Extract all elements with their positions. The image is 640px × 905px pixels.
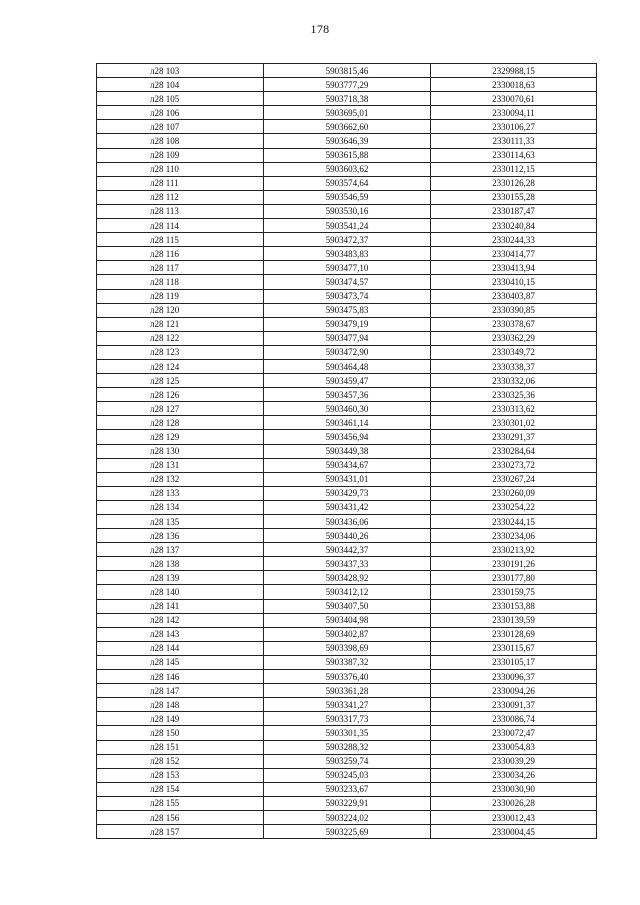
y-coordinate-cell: 2330128,69	[431, 627, 597, 641]
y-coordinate-cell: 2330413,94	[431, 261, 597, 275]
table-row	[97, 486, 597, 500]
table-row	[97, 359, 597, 373]
y-coordinate-cell: 2330086,74	[431, 712, 597, 726]
point-id-cell: л28 118	[97, 275, 264, 289]
y-coordinate-cell: 2330094,26	[431, 684, 597, 698]
point-id-cell: л28 106	[97, 106, 264, 120]
point-id-cell: л28 109	[97, 148, 264, 162]
point-id-cell: л28 139	[97, 571, 264, 585]
table-row	[97, 416, 597, 430]
y-coordinate-cell: 2330072,47	[431, 726, 597, 740]
x-coordinate-cell: 5903402,87	[264, 627, 431, 641]
point-id-cell: л28 132	[97, 472, 264, 486]
table-row	[97, 782, 597, 796]
point-id-cell: л28 144	[97, 641, 264, 655]
y-coordinate-cell: 2330213,92	[431, 543, 597, 557]
x-coordinate-cell: 5903412,12	[264, 585, 431, 599]
x-coordinate-cell: 5903815,46	[264, 64, 431, 78]
point-id-cell: л28 115	[97, 233, 264, 247]
y-coordinate-cell: 2330018,63	[431, 78, 597, 92]
x-coordinate-cell: 5903477,10	[264, 261, 431, 275]
y-coordinate-cell: 2330105,17	[431, 655, 597, 669]
y-coordinate-cell: 2330106,27	[431, 120, 597, 134]
x-coordinate-cell: 5903229,91	[264, 796, 431, 810]
y-coordinate-cell: 2330244,33	[431, 233, 597, 247]
table-row	[97, 317, 597, 331]
y-coordinate-cell: 2330126,28	[431, 176, 597, 190]
table-row	[97, 557, 597, 571]
x-coordinate-cell: 5903361,28	[264, 684, 431, 698]
y-coordinate-cell: 2330338,37	[431, 359, 597, 373]
x-coordinate-cell: 5903224,02	[264, 810, 431, 824]
x-coordinate-cell: 5903460,30	[264, 402, 431, 416]
point-id-cell: л28 105	[97, 92, 264, 106]
y-coordinate-cell: 2330301,02	[431, 416, 597, 430]
y-coordinate-cell: 2330403,87	[431, 289, 597, 303]
table-row	[97, 219, 597, 233]
point-id-cell: л28 114	[97, 219, 264, 233]
point-id-cell: л28 122	[97, 331, 264, 345]
point-id-cell: л28 125	[97, 374, 264, 388]
x-coordinate-cell: 5903603,62	[264, 162, 431, 176]
point-id-cell: л28 146	[97, 670, 264, 684]
y-coordinate-cell: 2330273,72	[431, 458, 597, 472]
table-row	[97, 726, 597, 740]
point-id-cell: л28 152	[97, 754, 264, 768]
point-id-cell: л28 137	[97, 543, 264, 557]
y-coordinate-cell: 2330267,24	[431, 472, 597, 486]
y-coordinate-cell: 2330030,90	[431, 782, 597, 796]
point-id-cell: л28 149	[97, 712, 264, 726]
table-row	[97, 698, 597, 712]
y-coordinate-cell: 2330070,61	[431, 92, 597, 106]
y-coordinate-cell: 2330234,06	[431, 529, 597, 543]
y-coordinate-cell: 2330091,37	[431, 698, 597, 712]
x-coordinate-cell: 5903429,73	[264, 486, 431, 500]
point-id-cell: л28 103	[97, 64, 264, 78]
x-coordinate-cell: 5903541,24	[264, 219, 431, 233]
table-row	[97, 740, 597, 754]
y-coordinate-cell: 2330159,75	[431, 585, 597, 599]
y-coordinate-cell: 2330177,80	[431, 571, 597, 585]
x-coordinate-cell: 5903404,98	[264, 613, 431, 627]
table-row	[97, 374, 597, 388]
table-row	[97, 515, 597, 529]
point-id-cell: л28 120	[97, 303, 264, 317]
y-coordinate-cell: 2330410,15	[431, 275, 597, 289]
x-coordinate-cell: 5903475,83	[264, 303, 431, 317]
x-coordinate-cell: 5903259,74	[264, 754, 431, 768]
x-coordinate-cell: 5903464,48	[264, 359, 431, 373]
y-coordinate-cell: 2330115,67	[431, 641, 597, 655]
point-id-cell: л28 142	[97, 613, 264, 627]
table-row	[97, 500, 597, 514]
x-coordinate-cell: 5903546,59	[264, 190, 431, 204]
x-coordinate-cell: 5903434,67	[264, 458, 431, 472]
y-coordinate-cell: 2330362,29	[431, 331, 597, 345]
table-row	[97, 430, 597, 444]
x-coordinate-cell: 5903479,19	[264, 317, 431, 331]
point-id-cell: л28 112	[97, 190, 264, 204]
x-coordinate-cell: 5903407,50	[264, 599, 431, 613]
x-coordinate-cell: 5903317,73	[264, 712, 431, 726]
table-row	[97, 275, 597, 289]
table-row	[97, 134, 597, 148]
y-coordinate-cell: 2330378,67	[431, 317, 597, 331]
table-row	[97, 402, 597, 416]
x-coordinate-cell: 5903436,06	[264, 515, 431, 529]
point-id-cell: л28 138	[97, 557, 264, 571]
y-coordinate-cell: 2330325,36	[431, 388, 597, 402]
table-row	[97, 599, 597, 613]
table-row	[97, 641, 597, 655]
x-coordinate-cell: 5903387,32	[264, 655, 431, 669]
table-row	[97, 670, 597, 684]
table-row	[97, 810, 597, 824]
point-id-cell: л28 123	[97, 345, 264, 359]
point-id-cell: л28 110	[97, 162, 264, 176]
x-coordinate-cell: 5903376,40	[264, 670, 431, 684]
y-coordinate-cell: 2330390,85	[431, 303, 597, 317]
x-coordinate-cell: 5903646,39	[264, 134, 431, 148]
table-row	[97, 754, 597, 768]
x-coordinate-cell: 5903440,26	[264, 529, 431, 543]
x-coordinate-cell: 5903225,69	[264, 825, 431, 839]
x-coordinate-cell: 5903456,94	[264, 430, 431, 444]
y-coordinate-cell: 2330054,83	[431, 740, 597, 754]
y-coordinate-cell: 2330414,77	[431, 247, 597, 261]
y-coordinate-cell: 2330004,45	[431, 825, 597, 839]
table-row	[97, 261, 597, 275]
x-coordinate-cell: 5903472,37	[264, 233, 431, 247]
x-coordinate-cell: 5903245,03	[264, 768, 431, 782]
x-coordinate-cell: 5903461,14	[264, 416, 431, 430]
table-row	[97, 233, 597, 247]
y-coordinate-cell: 2330260,09	[431, 486, 597, 500]
y-coordinate-cell: 2330096,37	[431, 670, 597, 684]
x-coordinate-cell: 5903459,47	[264, 374, 431, 388]
y-coordinate-cell: 2330332,06	[431, 374, 597, 388]
y-coordinate-cell: 2330244,15	[431, 515, 597, 529]
y-coordinate-cell: 2330284,64	[431, 444, 597, 458]
page-number: 178	[310, 22, 330, 36]
point-id-cell: л28 154	[97, 782, 264, 796]
x-coordinate-cell: 5903695,01	[264, 106, 431, 120]
y-coordinate-cell: 2330012,43	[431, 810, 597, 824]
point-id-cell: л28 134	[97, 500, 264, 514]
point-id-cell: л28 140	[97, 585, 264, 599]
coordinates-table	[96, 63, 597, 839]
y-coordinate-cell: 2330240,84	[431, 219, 597, 233]
y-coordinate-cell: 2330111,33	[431, 134, 597, 148]
x-coordinate-cell: 5903341,27	[264, 698, 431, 712]
table-row	[97, 176, 597, 190]
table-row	[97, 655, 597, 669]
table-row	[97, 825, 597, 839]
point-id-cell: л28 129	[97, 430, 264, 444]
x-coordinate-cell: 5903777,29	[264, 78, 431, 92]
table-row	[97, 613, 597, 627]
point-id-cell: л28 143	[97, 627, 264, 641]
x-coordinate-cell: 5903431,42	[264, 500, 431, 514]
table-row	[97, 585, 597, 599]
x-coordinate-cell: 5903662,60	[264, 120, 431, 134]
point-id-cell: л28 148	[97, 698, 264, 712]
point-id-cell: л28 104	[97, 78, 264, 92]
point-id-cell: л28 130	[97, 444, 264, 458]
y-coordinate-cell: 2330153,88	[431, 599, 597, 613]
point-id-cell: л28 117	[97, 261, 264, 275]
x-coordinate-cell: 5903472,90	[264, 345, 431, 359]
table-row	[97, 345, 597, 359]
x-coordinate-cell: 5903428,92	[264, 571, 431, 585]
x-coordinate-cell: 5903301,35	[264, 726, 431, 740]
point-id-cell: л28 113	[97, 204, 264, 218]
point-id-cell: л28 111	[97, 176, 264, 190]
y-coordinate-cell: 2330191,26	[431, 557, 597, 571]
table-row	[97, 458, 597, 472]
point-id-cell: л28 141	[97, 599, 264, 613]
x-coordinate-cell: 5903477,94	[264, 331, 431, 345]
x-coordinate-cell: 5903483,83	[264, 247, 431, 261]
point-id-cell: л28 121	[97, 317, 264, 331]
table-row	[97, 64, 597, 78]
x-coordinate-cell: 5903431,01	[264, 472, 431, 486]
y-coordinate-cell: 2330114,63	[431, 148, 597, 162]
y-coordinate-cell: 2330034,26	[431, 768, 597, 782]
x-coordinate-cell: 5903442,37	[264, 543, 431, 557]
table-row	[97, 289, 597, 303]
table-row	[97, 712, 597, 726]
table-row	[97, 796, 597, 810]
table-row	[97, 92, 597, 106]
y-coordinate-cell: 2330155,28	[431, 190, 597, 204]
y-coordinate-cell: 2330039,29	[431, 754, 597, 768]
table-row	[97, 78, 597, 92]
point-id-cell: л28 145	[97, 655, 264, 669]
table-row	[97, 247, 597, 261]
table-row	[97, 162, 597, 176]
table-row	[97, 148, 597, 162]
point-id-cell: л28 155	[97, 796, 264, 810]
x-coordinate-cell: 5903437,33	[264, 557, 431, 571]
y-coordinate-cell: 2330187,47	[431, 204, 597, 218]
table-row	[97, 303, 597, 317]
x-coordinate-cell: 5903233,67	[264, 782, 431, 796]
y-coordinate-cell: 2330139,59	[431, 613, 597, 627]
x-coordinate-cell: 5903449,38	[264, 444, 431, 458]
y-coordinate-cell: 2330291,37	[431, 430, 597, 444]
table-row	[97, 120, 597, 134]
point-id-cell: л28 151	[97, 740, 264, 754]
point-id-cell: л28 150	[97, 726, 264, 740]
table-row	[97, 627, 597, 641]
y-coordinate-cell: 2330094,11	[431, 106, 597, 120]
x-coordinate-cell: 5903615,88	[264, 148, 431, 162]
point-id-cell: л28 108	[97, 134, 264, 148]
point-id-cell: л28 156	[97, 810, 264, 824]
x-coordinate-cell: 5903530,16	[264, 204, 431, 218]
point-id-cell: л28 126	[97, 388, 264, 402]
coordinates-table-body	[97, 64, 597, 839]
y-coordinate-cell: 2330112,15	[431, 162, 597, 176]
table-row	[97, 543, 597, 557]
table-row	[97, 472, 597, 486]
point-id-cell: л28 157	[97, 825, 264, 839]
table-row	[97, 106, 597, 120]
point-id-cell: л28 135	[97, 515, 264, 529]
y-coordinate-cell: 2330349,72	[431, 345, 597, 359]
y-coordinate-cell: 2330254,22	[431, 500, 597, 514]
table-row	[97, 571, 597, 585]
table-row	[97, 444, 597, 458]
x-coordinate-cell: 5903288,32	[264, 740, 431, 754]
point-id-cell: л28 147	[97, 684, 264, 698]
table-row	[97, 529, 597, 543]
point-id-cell: л28 131	[97, 458, 264, 472]
point-id-cell: л28 127	[97, 402, 264, 416]
table-row	[97, 388, 597, 402]
point-id-cell: л28 128	[97, 416, 264, 430]
table-row	[97, 204, 597, 218]
y-coordinate-cell: 2330313,62	[431, 402, 597, 416]
y-coordinate-cell: 2329988,15	[431, 64, 597, 78]
point-id-cell: л28 136	[97, 529, 264, 543]
table-row	[97, 190, 597, 204]
point-id-cell: л28 107	[97, 120, 264, 134]
x-coordinate-cell: 5903474,57	[264, 275, 431, 289]
point-id-cell: л28 116	[97, 247, 264, 261]
table-row	[97, 768, 597, 782]
point-id-cell: л28 124	[97, 359, 264, 373]
y-coordinate-cell: 2330026,28	[431, 796, 597, 810]
point-id-cell: л28 133	[97, 486, 264, 500]
x-coordinate-cell: 5903473,74	[264, 289, 431, 303]
table-row	[97, 684, 597, 698]
x-coordinate-cell: 5903574,64	[264, 176, 431, 190]
x-coordinate-cell: 5903718,38	[264, 92, 431, 106]
point-id-cell: л28 153	[97, 768, 264, 782]
table-row	[97, 331, 597, 345]
point-id-cell: л28 119	[97, 289, 264, 303]
x-coordinate-cell: 5903457,36	[264, 388, 431, 402]
x-coordinate-cell: 5903398,69	[264, 641, 431, 655]
